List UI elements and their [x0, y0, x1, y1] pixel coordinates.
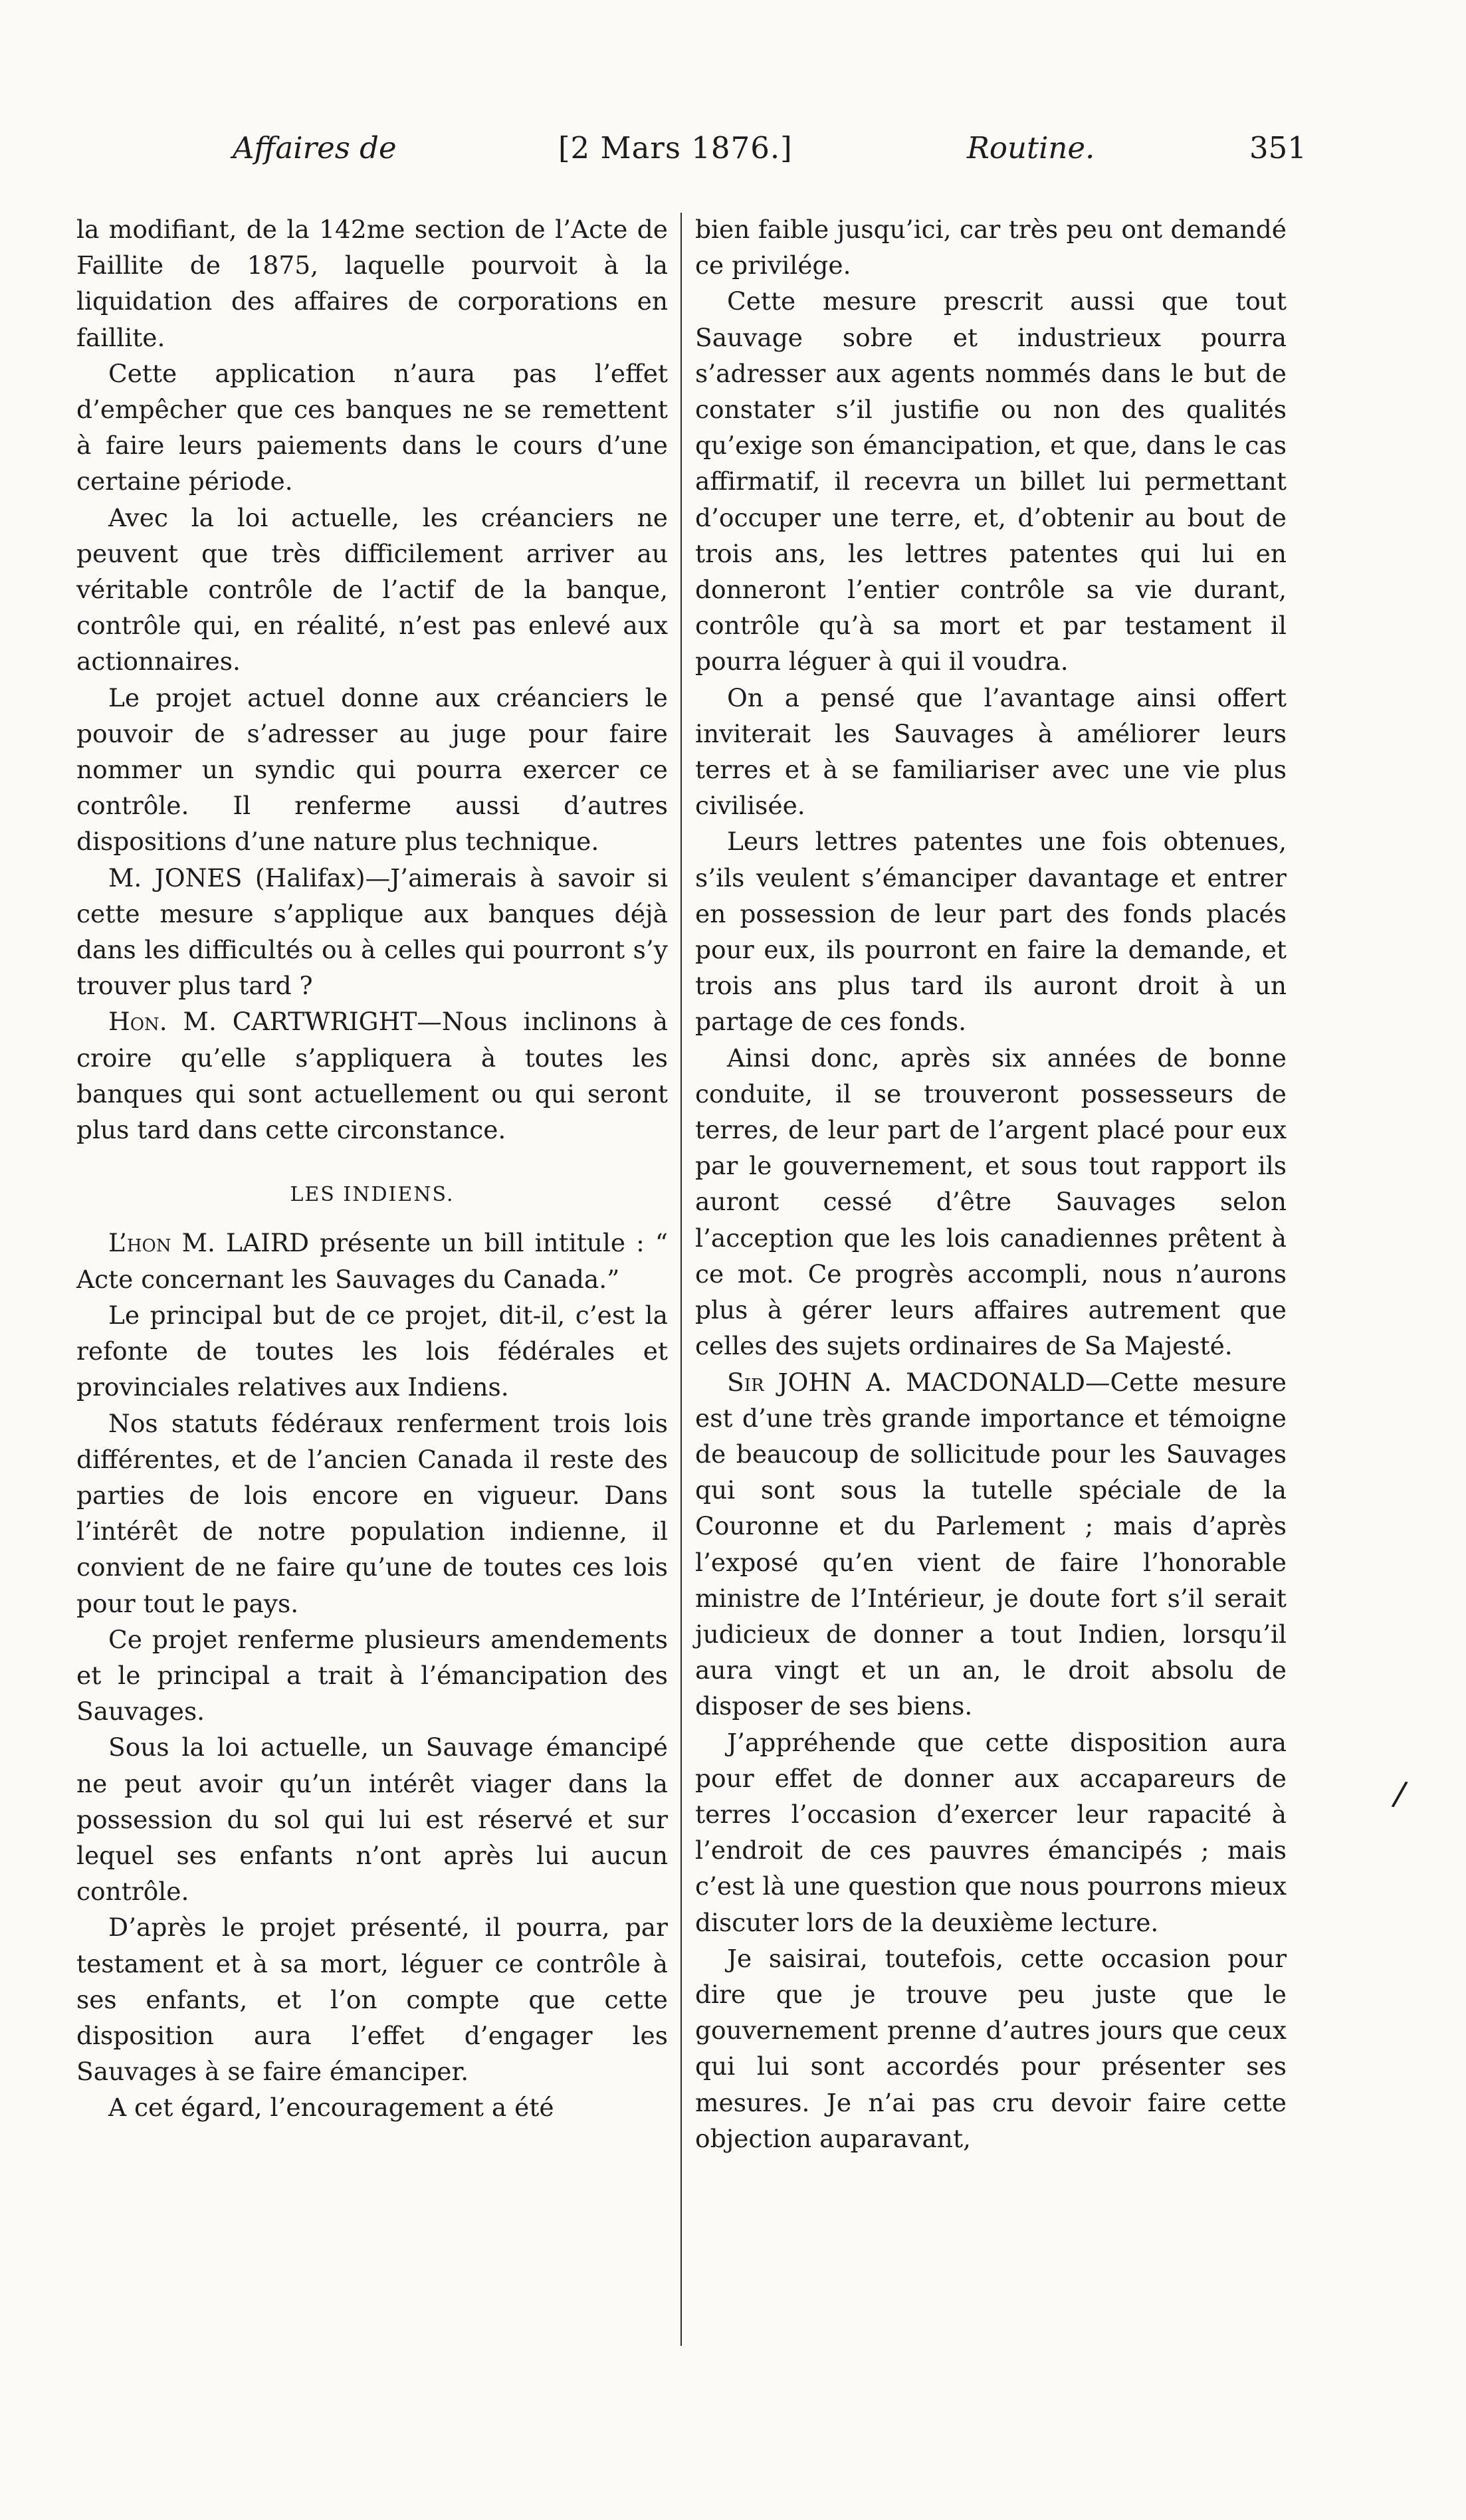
paragraph: Nos statuts fédéraux renferment trois lois différentes, et de l’ancien Canada il reste des parties de lois encore en vigueur. Dans l’intérêt de notre population indienne, il convient de ne faire qu’une de toutes ces lois pour tout le pays. [76, 1408, 668, 1618]
paragraph: Le principal but de ce projet, dit-il, c’est la refonte de toutes les lois fédérales et provinciales relatives aux Indiens. [76, 1300, 668, 1402]
margin-mark: / [1390, 1773, 1410, 1814]
column-divider [681, 213, 682, 2346]
speaker-name: L’hon M. LAIRD [108, 1228, 310, 1258]
speech-paragraph [76, 860, 668, 1004]
paragraph: la modifiant, de la 142me section de l’Acte de Faillite de 1875, laquelle pourvoit à la liquidation des affaires de corporations en faillite. [76, 215, 668, 352]
header-right: Routine. [967, 130, 1095, 165]
left-column [76, 211, 668, 2126]
running-header [226, 130, 1322, 177]
paragraph: Ainsi donc, après six années de bonne conduite, il se trouveront possesseurs de terres, de leur part de l’argent placé pour eux par le gouvernement, et sous tout rapport ils auront cessé d’être Sauvages selon l’acception que les lois canadiennes prêtent à ce mot. Ce progrès accompli, nous n’aurons plus à gérer leurs affaires autrement que celles des sujets ordinaires de Sa Majesté. [695, 1043, 1287, 1361]
paragraph: D’après le projet présenté, il pourra, par testament et à sa mort, léguer ce contrôle à ses enfants, et l’on compte que cette disposition aura l’effet d’engager les Sauvages à se faire émanciper. [76, 1913, 668, 2087]
speaker-name: Sir JOHN A. MACDONALD [727, 1367, 1085, 1397]
paragraph: Ce projet renferme plusieurs amendements et le principal a trait à l’émancipation des Sauvages. [76, 1624, 668, 1727]
speaker-name: Hon. M. CARTWRIGHT [108, 1007, 417, 1037]
paragraph: Je saisirai, toutefois, cette occasion pour dire que je trouve peu juste que le gouvernement prenne d’autres jours que ceux qui lui sont accordés pour présenter ses mesures. Je n’ai pas cru devoir faire cette objection auparavant, [695, 1943, 1287, 2153]
speech-text: (Halifax)—J’aimerais à savoir si cette mesure s’applique aux banques déjà dans les difficultés ou à celles qui pourront s’y trouver plus tard ? [76, 863, 669, 1001]
right-column [695, 211, 1287, 2156]
paragraph: bien faible jusqu’ici, car très peu ont demandé ce privilége. [695, 215, 1287, 280]
paragraph: Cette mesure prescrit aussi que tout Sauvage sobre et industrieux pourra s’adresser aux agents nommés dans le but de constater s’il justifie ou non des qualités qu’exige son émancipation, et que, dans le cas affirmatif, il recevra un billet lui permettant d’occuper une terre, et, d’obtenir au bout de trois ans, les lettres patentes qui lui en donneront l’entier contrôle sa vie durant, contrôle qu’à sa mort et par testament il pourra léguer à qui il voudra. [695, 286, 1287, 677]
header-left: Affaires de [233, 130, 397, 165]
paragraph: Cette application n’aura pas l’effet d’empêcher que ces banques ne se remettent à faire leurs paiements dans le cours d’une certaine période. [76, 358, 668, 496]
speech-paragraph [76, 1003, 668, 1148]
speech-paragraph [76, 1225, 668, 1297]
paragraph: On a pensé que l’avantage ainsi offert inviterait les Sauvages à améliorer leurs terres et à se familiariser avec une vie plus civilisée. [695, 682, 1287, 821]
speech-text: —Cette mesure est d’une très grande importance et témoigne de beaucoup de sollicitude pour les Sauvages qui sont sous la tutelle spéciale de la Couronne et du Parlement ; mais d’après l’exposé qu’en vient de faire l’honorable ministre de l’Intérieur, je doute fort s’il serait judicieux de donner a tout Indien, lorsqu’il aura vingt et un an, le droit absolu de disposer de ses biens. [695, 1367, 1287, 1721]
speech-text: présente un bill intitule : “ Acte concernant les Sauvages du Canada.” [76, 1228, 668, 1294]
paragraph: Le projet actuel donne aux créanciers le pouvoir de s’adresser au juge pour faire nommer un syndic qui pourra exercer ce contrôle. Il renferme aussi d’autres dispositions d’une nature plus technique. [76, 682, 668, 857]
speech-paragraph [695, 1364, 1287, 1725]
section-title: LES INDIENS. [290, 1183, 455, 1207]
header-date: [2 Mars 1876.] [558, 130, 793, 165]
speech-text: —Nous inclinons à croire qu’elle s’appliquera à toutes les banques qui sont actuellement ou qui seront plus tard dans cette circonstance. [76, 1007, 668, 1145]
paragraph: Sous la loi actuelle, un Sauvage émancipé ne peut avoir qu’un intérêt viager dans la possession du sol qui lui est réservé et sur lequel ses enfants n’ont après lui aucun contrôle. [76, 1732, 668, 1907]
paragraph: A cet égard, l’encouragement a été [108, 2093, 554, 2123]
speaker-name: M. JONES [108, 863, 243, 892]
page-number: 351 [1249, 130, 1307, 165]
paragraph: J’appréhende que cette disposition aura pour effet de donner aux accapareurs de terres l’occasion d’exercer leur rapacité à l’endroit de ces pauvres émancipés ; mais c’est là une question que nous pourrons mieux discuter lors de la deuxième lecture. [695, 1727, 1287, 1937]
paragraph: Leurs lettres patentes une fois obtenues, s’ils veulent s’émanciper davantage et entrer en possession de leur part des fonds placés pour eux, ils pourront en faire la demande, et trois ans plus tard ils auront droit à un partage de ces fonds. [695, 827, 1287, 1037]
paragraph: Avec la loi actuelle, les créanciers ne peuvent que très difficilement arriver au véritable contrôle de l’actif de la banque, contrôle qui, en réalité, n’est pas enlevé aux actionnaires. [76, 502, 668, 677]
